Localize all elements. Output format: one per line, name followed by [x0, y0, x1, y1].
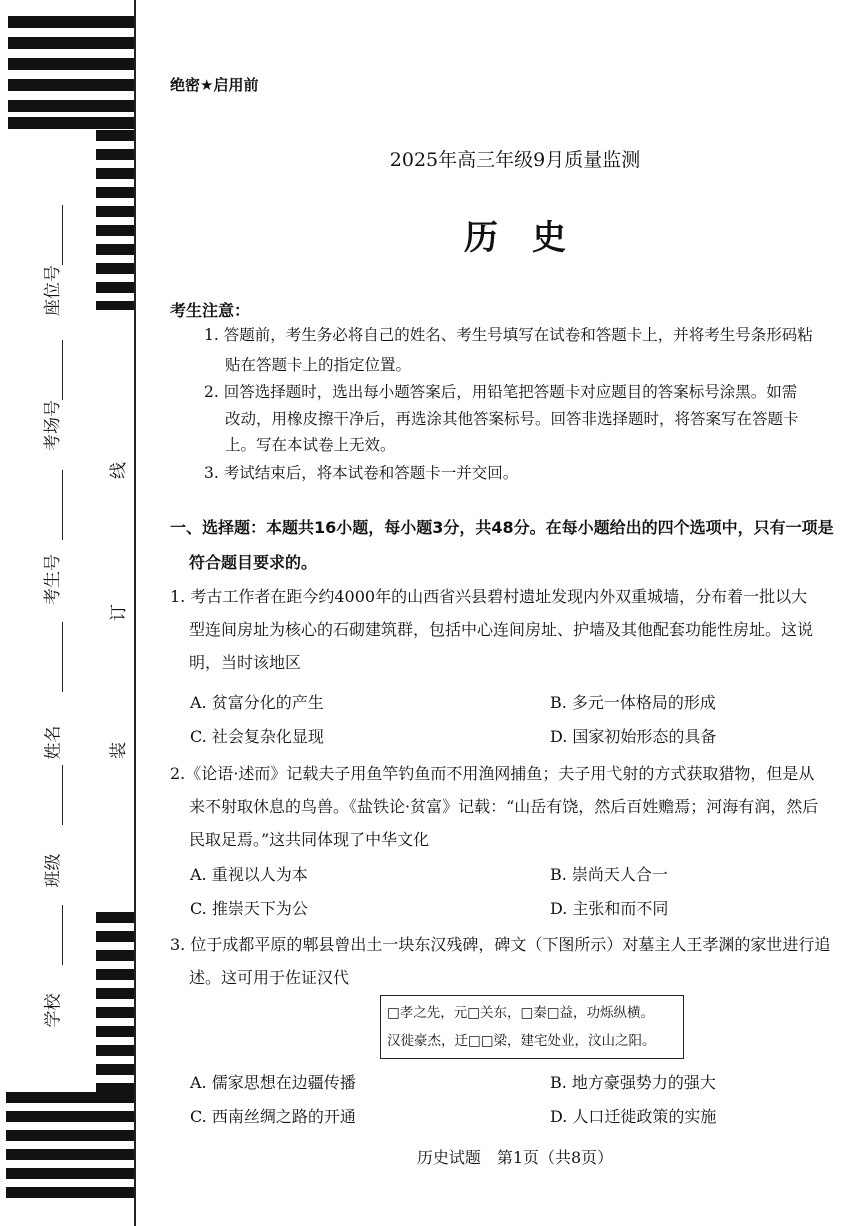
binding-margin	[0, 0, 140, 1226]
binding-bar-group	[6, 1092, 134, 1204]
field-underline	[62, 205, 63, 265]
binding-bar-group	[96, 130, 134, 310]
notice-line: 2. 回答选择题时，选出每小题答案后，用铅笔把答题卡对应题目的答案标号涂黑。如需	[204, 383, 798, 401]
field-underline	[62, 905, 63, 965]
notice-heading: 考生注意：	[170, 301, 251, 320]
notice-line: 上。写在本试卷上无效。	[225, 436, 396, 454]
field-class: 班级	[43, 853, 64, 888]
question-stem-line: 2.《论语·述而》记载夫子用鱼竿钓鱼而不用渔网捕鱼；夫子用弋射的方式获取猎物，但是从	[170, 764, 815, 783]
notice-line: 3. 考试结束后，将本试卷和答题卡一并交回。	[204, 464, 519, 482]
inscription-line: 汉徙豪杰，迁□□梁，建宅处业，汶山之阳。	[387, 1033, 656, 1049]
field-seat-number: 座位号	[43, 265, 63, 316]
option-a: A. 儒家思想在边疆传播	[190, 1073, 356, 1092]
option-c: C. 社会复杂化显现	[190, 727, 324, 746]
question-2	[170, 757, 867, 856]
subject-title: 历史	[464, 218, 600, 258]
question-stem-line: 明，当时该地区	[189, 653, 302, 672]
question-stem-line: 型连间房址为核心的石砌建筑群，包括中心连间房址、护墙及其他配套功能性房址。这说	[189, 620, 814, 639]
binding-bar	[8, 100, 134, 112]
option-c: C. 西南丝绸之路的开通	[190, 1107, 356, 1126]
field-room-number: 考场号	[43, 400, 63, 451]
option-d: D. 人口迁徙政策的实施	[550, 1107, 717, 1126]
option-d: D. 国家初始形态的具备	[550, 727, 717, 746]
field-underline	[62, 340, 63, 400]
notice-line: 改动，用橡皮擦干净后，再选涂其他答案标号。回答非选择题时，将答案写在答题卡	[225, 410, 799, 428]
question-stem-line: 述。这可用于佐证汉代	[189, 968, 350, 987]
option-a: A. 贫富分化的产生	[190, 693, 324, 712]
secret-mark: 绝密★启用前	[170, 76, 259, 94]
option-b: B. 多元一体格局的形成	[550, 693, 716, 712]
exam-title: 2025年高三年级9月质量监测	[389, 149, 641, 171]
notice-line: 贴在答题卡上的指定位置。	[225, 356, 412, 374]
binding-bar	[8, 37, 134, 49]
field-school: 学校	[43, 993, 64, 1028]
section-heading-line: 一、选择题：本题共16小题，每小题3分，共48分。在每小题给出的四个选项中，只有一项是	[170, 518, 834, 537]
inscription-line: □孝之先，元□关东，□秦□益，功烁纵横。	[387, 1005, 655, 1021]
option-a: A. 重视以人为本	[190, 865, 308, 884]
binding-line	[134, 0, 136, 1226]
binding-bar	[8, 117, 134, 129]
binding-bar	[8, 58, 134, 70]
field-underline	[62, 470, 63, 540]
binding-bar	[8, 16, 134, 28]
binding-char-bind: 装	[109, 742, 129, 759]
page-footer: 历史试题 第1页（共8页）	[416, 1148, 614, 1167]
stele-inscription	[380, 995, 684, 1059]
binding-bar	[8, 79, 134, 91]
question-stem-line: 来不射取休息的鸟兽。《盐铁论·贫富》记载：“山岳有饶，然后百姓赡焉；河海有润，然后	[189, 797, 819, 816]
question-stem-line: 1. 考古工作者在距今约4000年的山西省兴县碧村遗址发现内外双重城墙，分布着一批以大	[170, 587, 808, 606]
field-underline	[62, 765, 63, 825]
option-b: B. 地方豪强势力的强大	[550, 1073, 716, 1092]
field-name: 姓名	[43, 725, 64, 760]
section-heading-line: 符合题目要求的。	[189, 553, 318, 572]
option-c: C. 推崇天下为公	[190, 899, 308, 918]
binding-bar-group	[96, 912, 134, 1092]
field-candidate-number: 考生号	[43, 554, 63, 605]
option-d: D. 主张和而不同	[550, 899, 669, 918]
field-underline	[62, 622, 63, 692]
section-heading	[170, 510, 867, 580]
question-stem-line: 3. 位于成都平原的郫县曾出土一块东汉残碑，碑文（下图所示）对墓主人王孝渊的家世进行追	[170, 935, 831, 954]
question-3	[170, 928, 867, 994]
option-b: B. 崇尚天人合一	[550, 865, 668, 884]
binding-char-staple: 订	[109, 604, 129, 621]
question-stem-line: 民取足焉。”这共同体现了中华文化	[189, 830, 430, 849]
binding-char-line: 线	[109, 462, 129, 479]
notice-line: 1. 答题前，考生务必将自己的姓名、考生号填写在试卷和答题卡上，并将考生号条形码粘	[204, 326, 813, 344]
question-1	[170, 580, 867, 679]
